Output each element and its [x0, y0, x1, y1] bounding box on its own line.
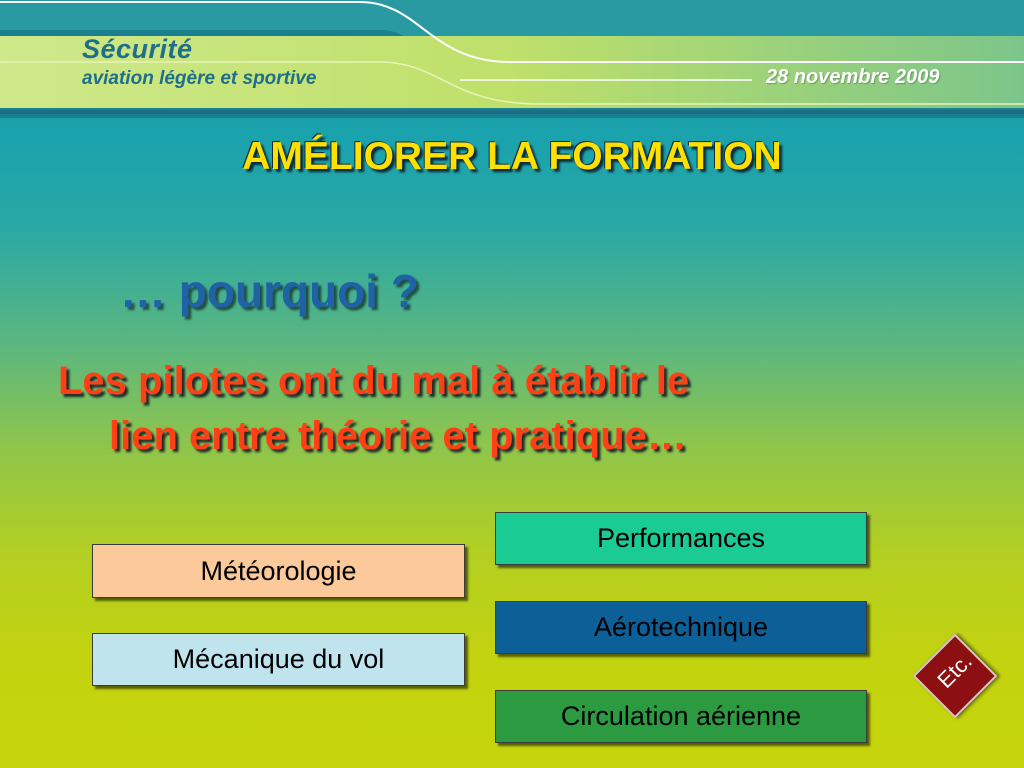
header-banner: [0, 0, 1024, 118]
topic-box-aerotechnique: [495, 601, 867, 654]
header-date: 28 novembre 2009: [766, 66, 940, 88]
topic-label-meteorologie: Météorologie: [200, 555, 357, 586]
etc-label: Etc.: [932, 648, 977, 693]
statement-line-1: Les pilotes ont du mal à établir le: [58, 359, 690, 403]
slide-title: AMÉLIORER LA FORMATION: [242, 135, 782, 178]
statement-text: [44, 354, 924, 464]
topic-box-mecanique-du-vol: [92, 633, 465, 686]
topic-box-performances: [495, 512, 867, 565]
logo-title: Sécurité: [82, 34, 193, 64]
topic-box-circulation-aerienne: [495, 690, 867, 743]
statement-line-2: lien entre théorie et pratique…: [109, 414, 687, 458]
question-text: … pourquoi ?: [120, 265, 419, 317]
topic-box-meteorologie: [92, 544, 465, 598]
logo-subtitle: aviation légère et sportive: [82, 68, 317, 89]
topic-label-performances: Performances: [596, 523, 766, 553]
topic-label-circulation-aerienne: Circulation aérienne: [560, 701, 802, 731]
topic-label-mecanique-du-vol: Mécanique du vol: [172, 644, 385, 674]
topic-label-aerotechnique: Aérotechnique: [593, 612, 769, 642]
